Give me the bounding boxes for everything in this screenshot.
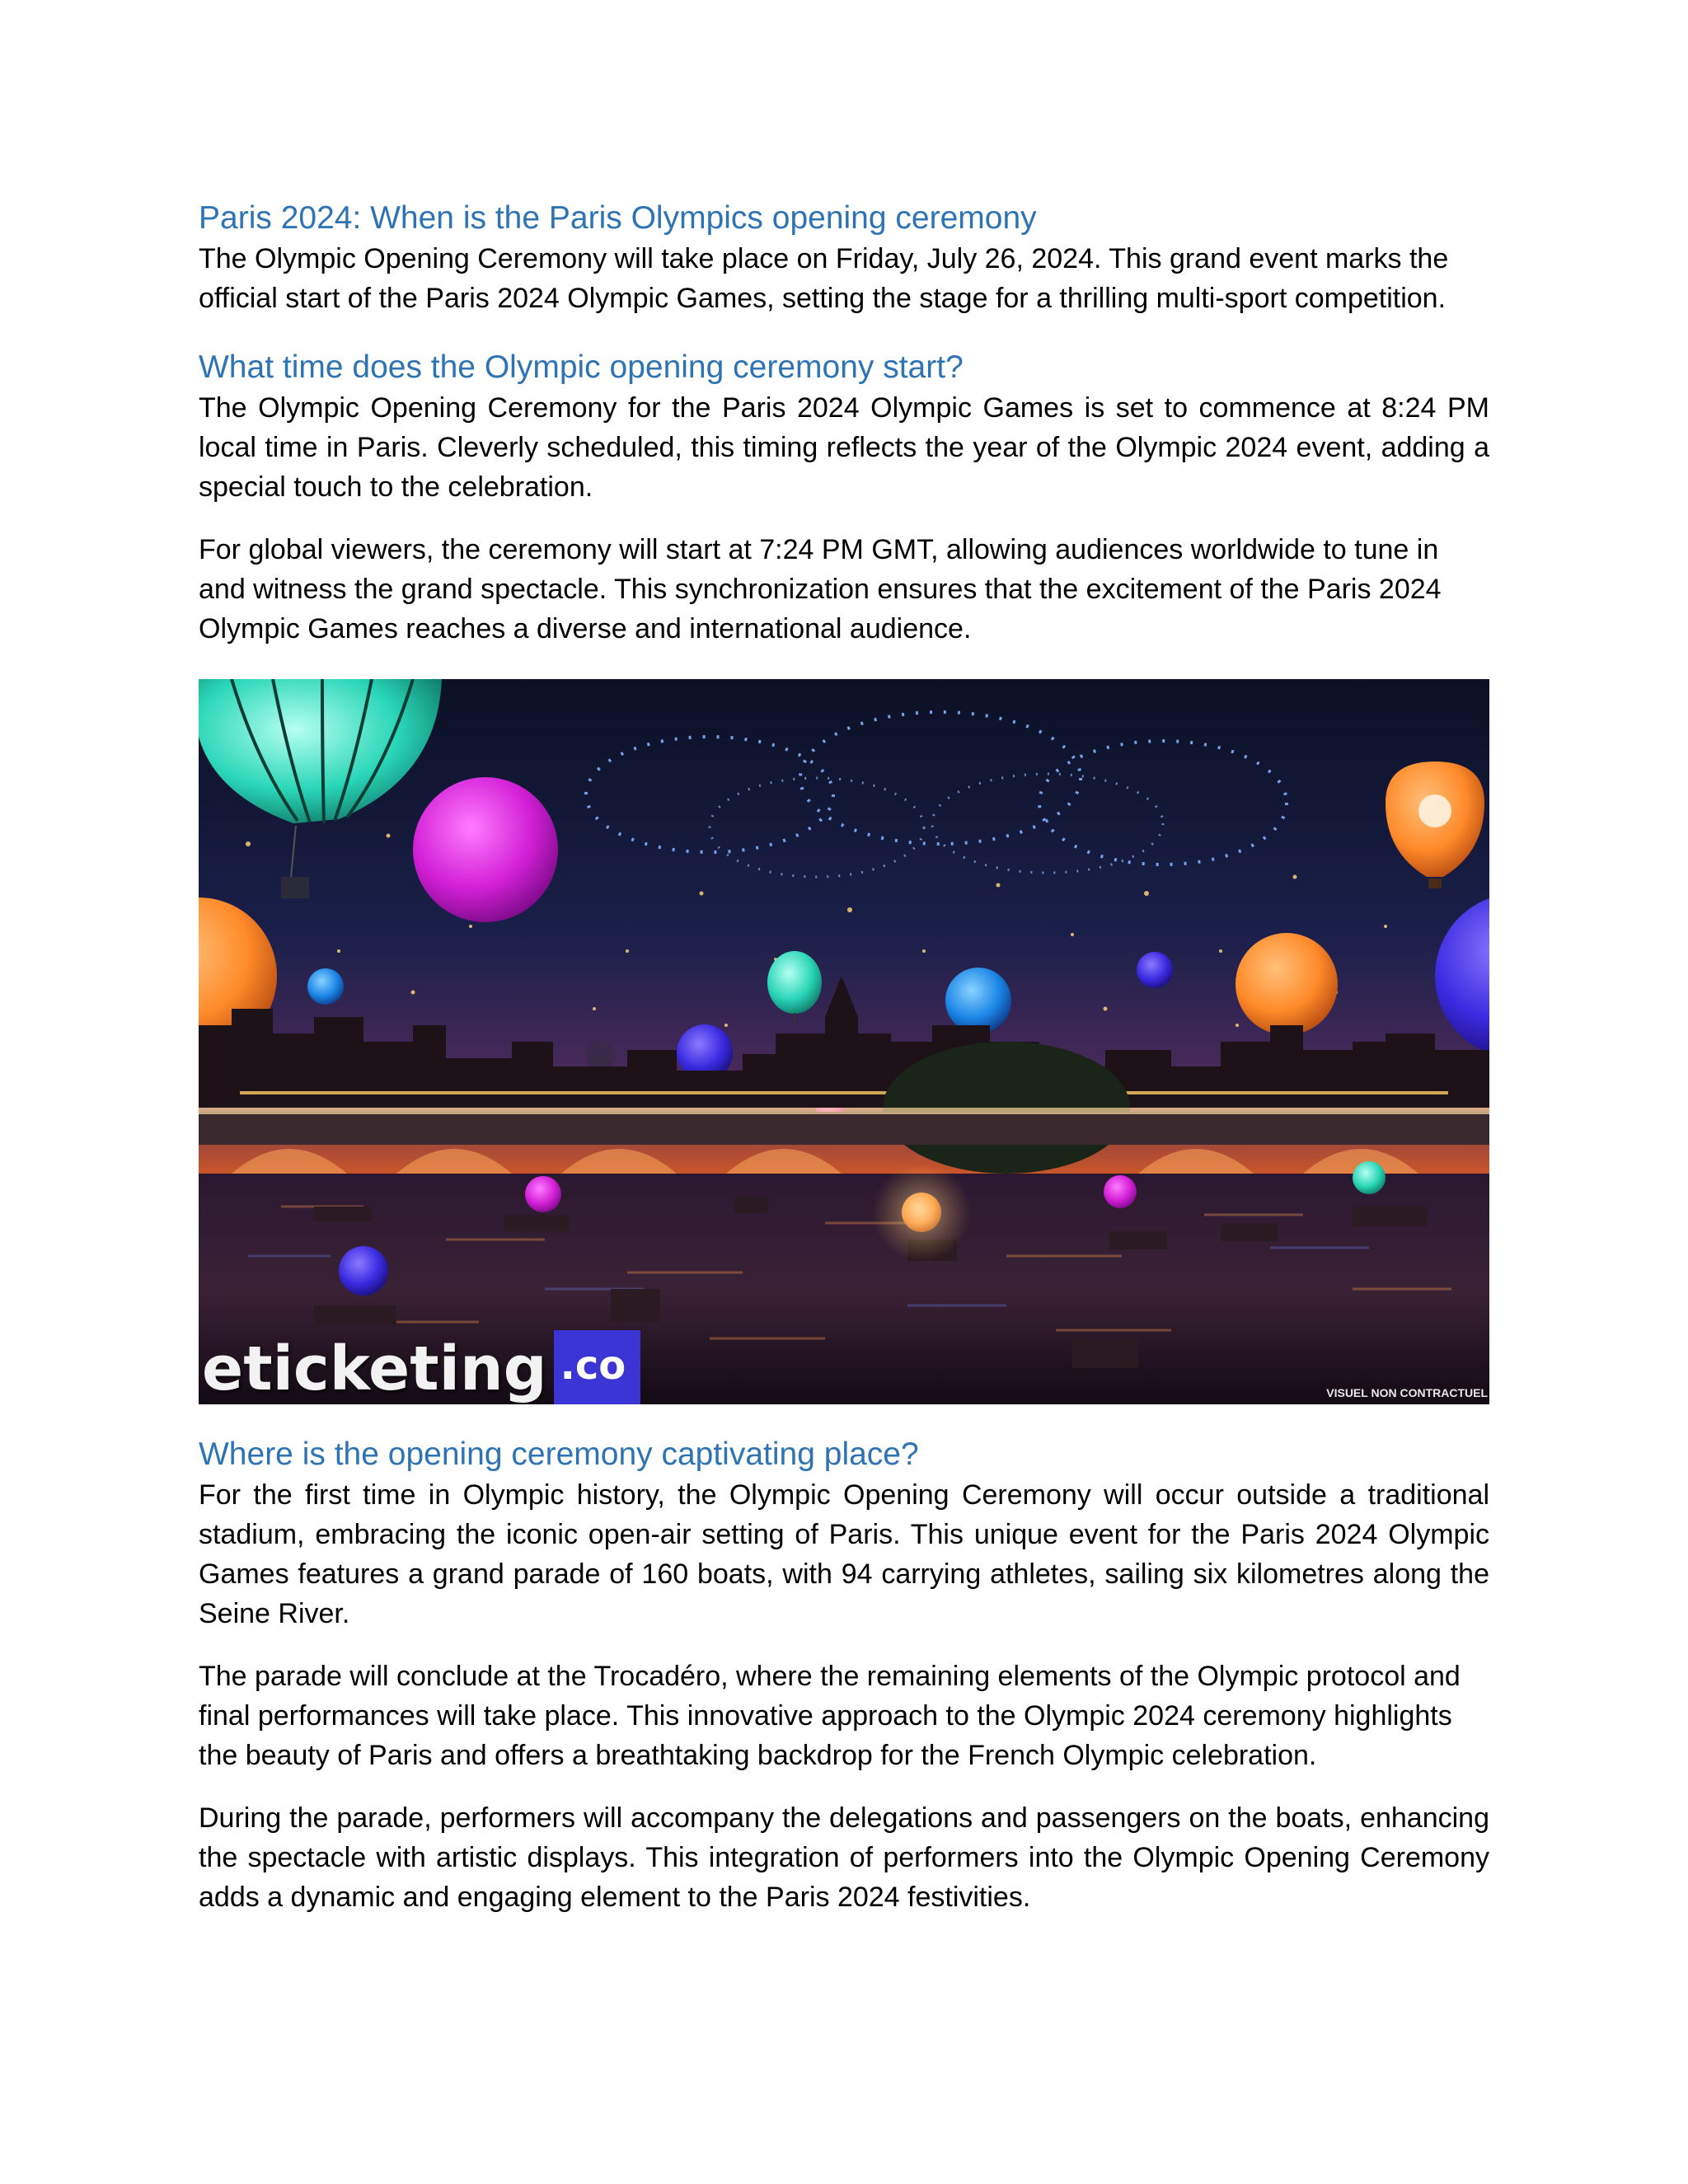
heading-place: Where is the opening ceremony captivating place? [199,1436,919,1472]
magenta-balloon [413,777,558,922]
paragraph-place-trocadero: The parade will conclude at the Trocadéro, where the remaining elements of the Olympic protocol and final performances will take place. This innovative approach to the Olympic 2024 ceremony highlights the beauty of Paris and offers a breathtaking backdrop for the French Olympic celebration. [199,1661,1461,1771]
heading-when: Paris 2024: When is the Paris Olympics opening ceremony [199,200,1037,236]
watermark-brand: eticketing [202,1333,547,1404]
city-lights [240,1091,1448,1094]
small-violet-balloon [1137,952,1173,988]
section-place [199,1434,1489,1917]
small-blue-balloon [307,968,344,1005]
paragraph-time-local: The Olympic Opening Ceremony for the Paris 2024 Olympic Games is set to commence at 8:24 PM local time in Paris. Cleverly scheduled, this timing reflects the year of the Olympic 2024 event, adding a special touch to the celebration. [199,392,1489,503]
paragraph-place-performers: During the parade, performers will accompany the delegations and passengers on the boats, enhancing the spectacle with artistic displays. This integration of performers into the Olympic Opening Ceremony adds a dynamic and engaging element to the Paris 2024 festivities. [199,1802,1489,1913]
paragraph-when: The Olympic Opening Ceremony will take place on Friday, July 26, 2024. This grand event marks the official start of the Paris 2024 Olympic Games, setting the stage for a thrilling multi-sport competition. [199,243,1449,314]
watermark-suffix: .co [554,1330,641,1404]
orange-balloon-right [1236,933,1338,1035]
section-when [199,198,1489,318]
night-river-scene [199,679,1489,1404]
blue-balloon [945,968,1011,1033]
ceremony-illustration [199,679,1489,1404]
section-time [199,347,1489,649]
heading-time: What time does the Olympic opening ceremony start? [199,349,964,385]
dark-balloon [586,1041,616,1071]
image-credit: VISUEL NON CONTRACTUEL [1326,1386,1488,1399]
paragraph-time-gmt: For global viewers, the ceremony will start at 7:24 PM GMT, allowing audiences worldwide to tune in and witness the grand spectacle. This synchronization ensures that the excitement of the Paris 2024 Olympic Games reaches a diverse and international audience. [199,534,1442,644]
eticketing-watermark [199,1322,640,1404]
paragraph-place-first: For the first time in Olympic history, the Olympic Opening Ceremony will occur outside a traditional stadium, embracing the iconic open-air setting of Paris. This unique event for the Paris 2024 Olympic Games features a grand parade of 160 boats, with 94 carrying athletes, sailing six kilometres along the Seine River. [199,1479,1489,1629]
